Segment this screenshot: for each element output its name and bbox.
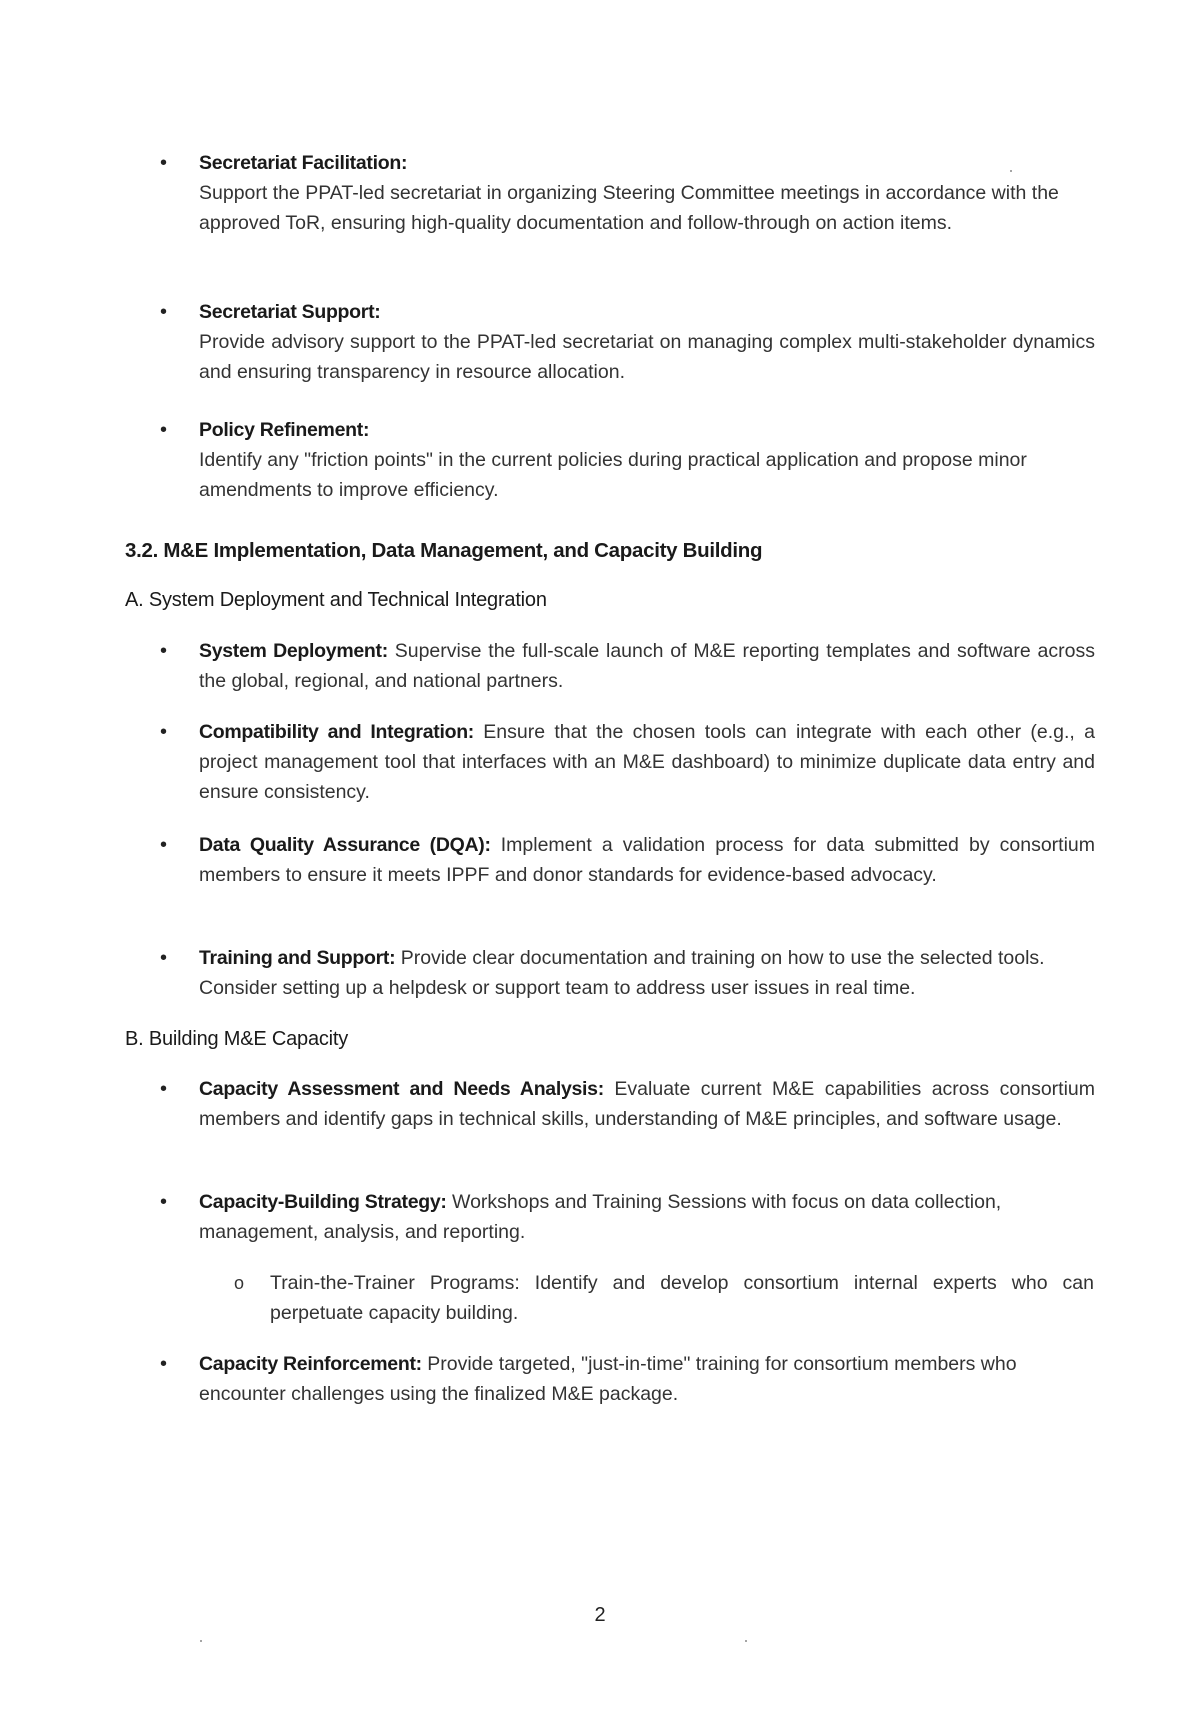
bullet-icon: • — [160, 152, 168, 174]
subsection-heading-a: A. System Deployment and Technical Integration — [125, 589, 547, 611]
item-title: Secretariat Support: — [199, 301, 381, 323]
item-title: Data Quality Assurance (DQA): — [199, 834, 491, 856]
list-item-capacity-reinforcement — [160, 1349, 1095, 1409]
item-text: Provide clear documentation and training on how to use the selected tools. Consider setting up a helpdesk or support team to address user issues in real time. — [199, 947, 1045, 999]
item-title: Training and Support: — [199, 947, 396, 969]
item-text: Identify any "friction points" in the current policies during practical application and propose minor amendments to improve efficiency. — [199, 449, 1027, 501]
sub-list-item-train-the-trainer — [234, 1268, 1094, 1328]
bullet-icon: • — [160, 1078, 168, 1100]
bullet-icon: • — [160, 301, 168, 323]
list-item-capacity-building-strategy — [160, 1187, 1095, 1247]
bullet-icon: • — [160, 1353, 168, 1375]
list-item-training-support — [160, 943, 1095, 1003]
item-title: System Deployment: — [199, 640, 388, 662]
item-text: Workshops and Training Sessions with focus on data collection, management, analysis, and reporting. — [199, 1191, 1002, 1243]
list-item-policy-refinement — [160, 415, 1095, 505]
list-item-system-deployment — [160, 636, 1095, 696]
section-heading: 3.2. M&E Implementation, Data Management, and Capacity Building — [125, 539, 763, 562]
item-text: Train-the-Trainer Programs: Identify and develop consortium internal experts who can perpetuate capacity building. — [270, 1272, 1094, 1324]
list-item-capacity-assessment — [160, 1074, 1095, 1134]
item-text: Ensure that the chosen tools can integrate with each other (e.g., a project management tool that interfaces with an M&E dashboard) to minimize duplicate data entry and ensure consistency. — [199, 721, 1095, 803]
list-item-compatibility-integration — [160, 717, 1095, 807]
item-text: Supervise the full-scale launch of M&E reporting templates and software across the global, regional, and national partners. — [199, 640, 1095, 692]
hollow-bullet-icon: o — [234, 1273, 245, 1293]
bullet-icon: • — [160, 947, 168, 969]
item-text: Support the PPAT-led secretariat in organizing Steering Committee meetings in accordance with the approved ToR, ensuring high-quality documentation and follow-through on action items. — [199, 182, 1059, 234]
bullet-icon: • — [160, 834, 168, 856]
bullet-icon: • — [160, 419, 168, 441]
item-title: Capacity Reinforcement: — [199, 1353, 422, 1375]
subsection-heading-b: B. Building M&E Capacity — [125, 1028, 349, 1050]
scan-speck — [1010, 170, 1012, 172]
item-text: Implement a validation process for data submitted by consortium members to ensure it meets IPPF and donor standards for evidence-based advocacy. — [199, 834, 1095, 886]
bullet-icon: • — [160, 721, 168, 743]
item-title: Policy Refinement: — [199, 419, 370, 441]
page-number: 2 — [594, 1604, 606, 1626]
item-title: Capacity-Building Strategy: — [199, 1191, 447, 1213]
item-text: Provide targeted, "just-in-time" training for consortium members who encounter challenges using the finalized M&E package. — [199, 1353, 1017, 1405]
scan-speck — [745, 1640, 747, 1642]
item-title: Secretariat Facilitation: — [199, 152, 408, 174]
item-title: Compatibility and Integration: — [199, 721, 474, 743]
item-text: Evaluate current M&E capabilities across consortium members and identify gaps in technical skills, understanding of M&E principles, and software usage. — [199, 1078, 1095, 1130]
bullet-icon: • — [160, 640, 168, 662]
list-item-data-quality-assurance — [160, 830, 1095, 890]
scan-speck — [200, 1640, 202, 1642]
item-title: Capacity Assessment and Needs Analysis: — [199, 1078, 604, 1100]
list-item-secretariat-facilitation — [160, 148, 1095, 238]
bullet-icon: • — [160, 1191, 168, 1213]
list-item-secretariat-support — [160, 297, 1095, 387]
item-text: Provide advisory support to the PPAT-led secretariat on managing complex multi-stakeholder dynamics and ensuring transparency in resource allocation. — [199, 331, 1095, 383]
